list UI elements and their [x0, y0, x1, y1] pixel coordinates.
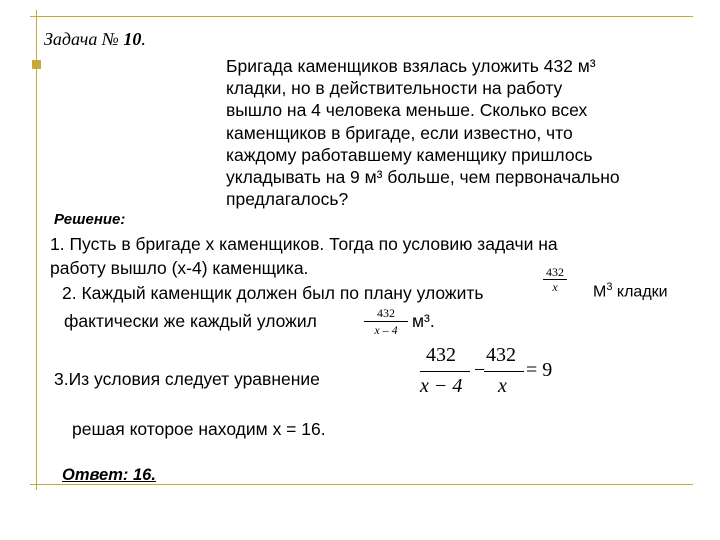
statement-line: вышло на 4 человека меньше. Сколько всех	[226, 100, 588, 121]
equation-minus: −	[474, 359, 486, 381]
step2-unit-rest: кладки	[612, 283, 668, 301]
task-title-prefix: Задача №	[44, 29, 124, 49]
step1-line2: работу вышло (х-4) каменщика.	[50, 258, 309, 278]
answer-text: Ответ: 16.	[62, 466, 156, 484]
statement-line: кладки, но в действительности на работу	[226, 78, 563, 99]
equation-fraction-bar-1	[420, 371, 470, 372]
fraction-plan-denominator: x	[543, 279, 567, 294]
fraction-fact-denominator: x – 4	[364, 321, 408, 338]
equation-rhs: = 9	[526, 359, 553, 381]
frame-corner-square	[32, 60, 41, 69]
solving-text: решая которое находим х = 16.	[72, 419, 326, 439]
statement-line: Бригада каменщиков взялась уложить 432 м³	[226, 56, 596, 76]
equation-numerator-1: 432	[426, 344, 456, 366]
statement-line: укладывать на 9 м³ больше, чем первоначально	[226, 167, 620, 188]
statement-line: предлагалось?	[226, 189, 349, 210]
equation	[418, 344, 558, 400]
frame-top-line	[30, 16, 693, 17]
step2-line2-unit: м³.	[412, 311, 435, 331]
fraction-plan-numerator: 432	[546, 265, 564, 279]
equation-fraction-bar-2	[484, 371, 524, 372]
step2-unit-base: М	[593, 283, 607, 301]
step2-unit	[593, 281, 668, 301]
solution-label: Решение:	[54, 211, 126, 228]
fraction-fact	[364, 305, 408, 338]
step2-unit-sup: 3	[606, 281, 613, 293]
frame-left-line	[36, 10, 37, 490]
statement-line: каждому работавшему каменщику пришлось	[226, 144, 593, 165]
fraction-fact-numerator: 432	[377, 306, 395, 320]
statement-line: каменщиков в бригаде, если известно, что	[226, 122, 573, 143]
step3-text: 3.Из условия следует уравнение	[54, 369, 320, 389]
equation-denominator-2: x	[498, 375, 507, 397]
step2-line2: фактически же каждый уложил	[64, 311, 317, 331]
equation-denominator-1: x − 4	[420, 375, 463, 397]
step1-line1: 1. Пусть в бригаде х каменщиков. Тогда по условию задачи на	[50, 234, 558, 254]
equation-numerator-2: 432	[486, 344, 516, 366]
fraction-plan	[543, 265, 567, 294]
problem-statement	[226, 55, 620, 210]
task-title	[44, 29, 146, 50]
task-title-suffix: .	[141, 29, 146, 49]
step2-line1: 2. Каждый каменщик должен был по плану уложить	[62, 283, 484, 303]
task-title-number: 10	[123, 29, 142, 49]
